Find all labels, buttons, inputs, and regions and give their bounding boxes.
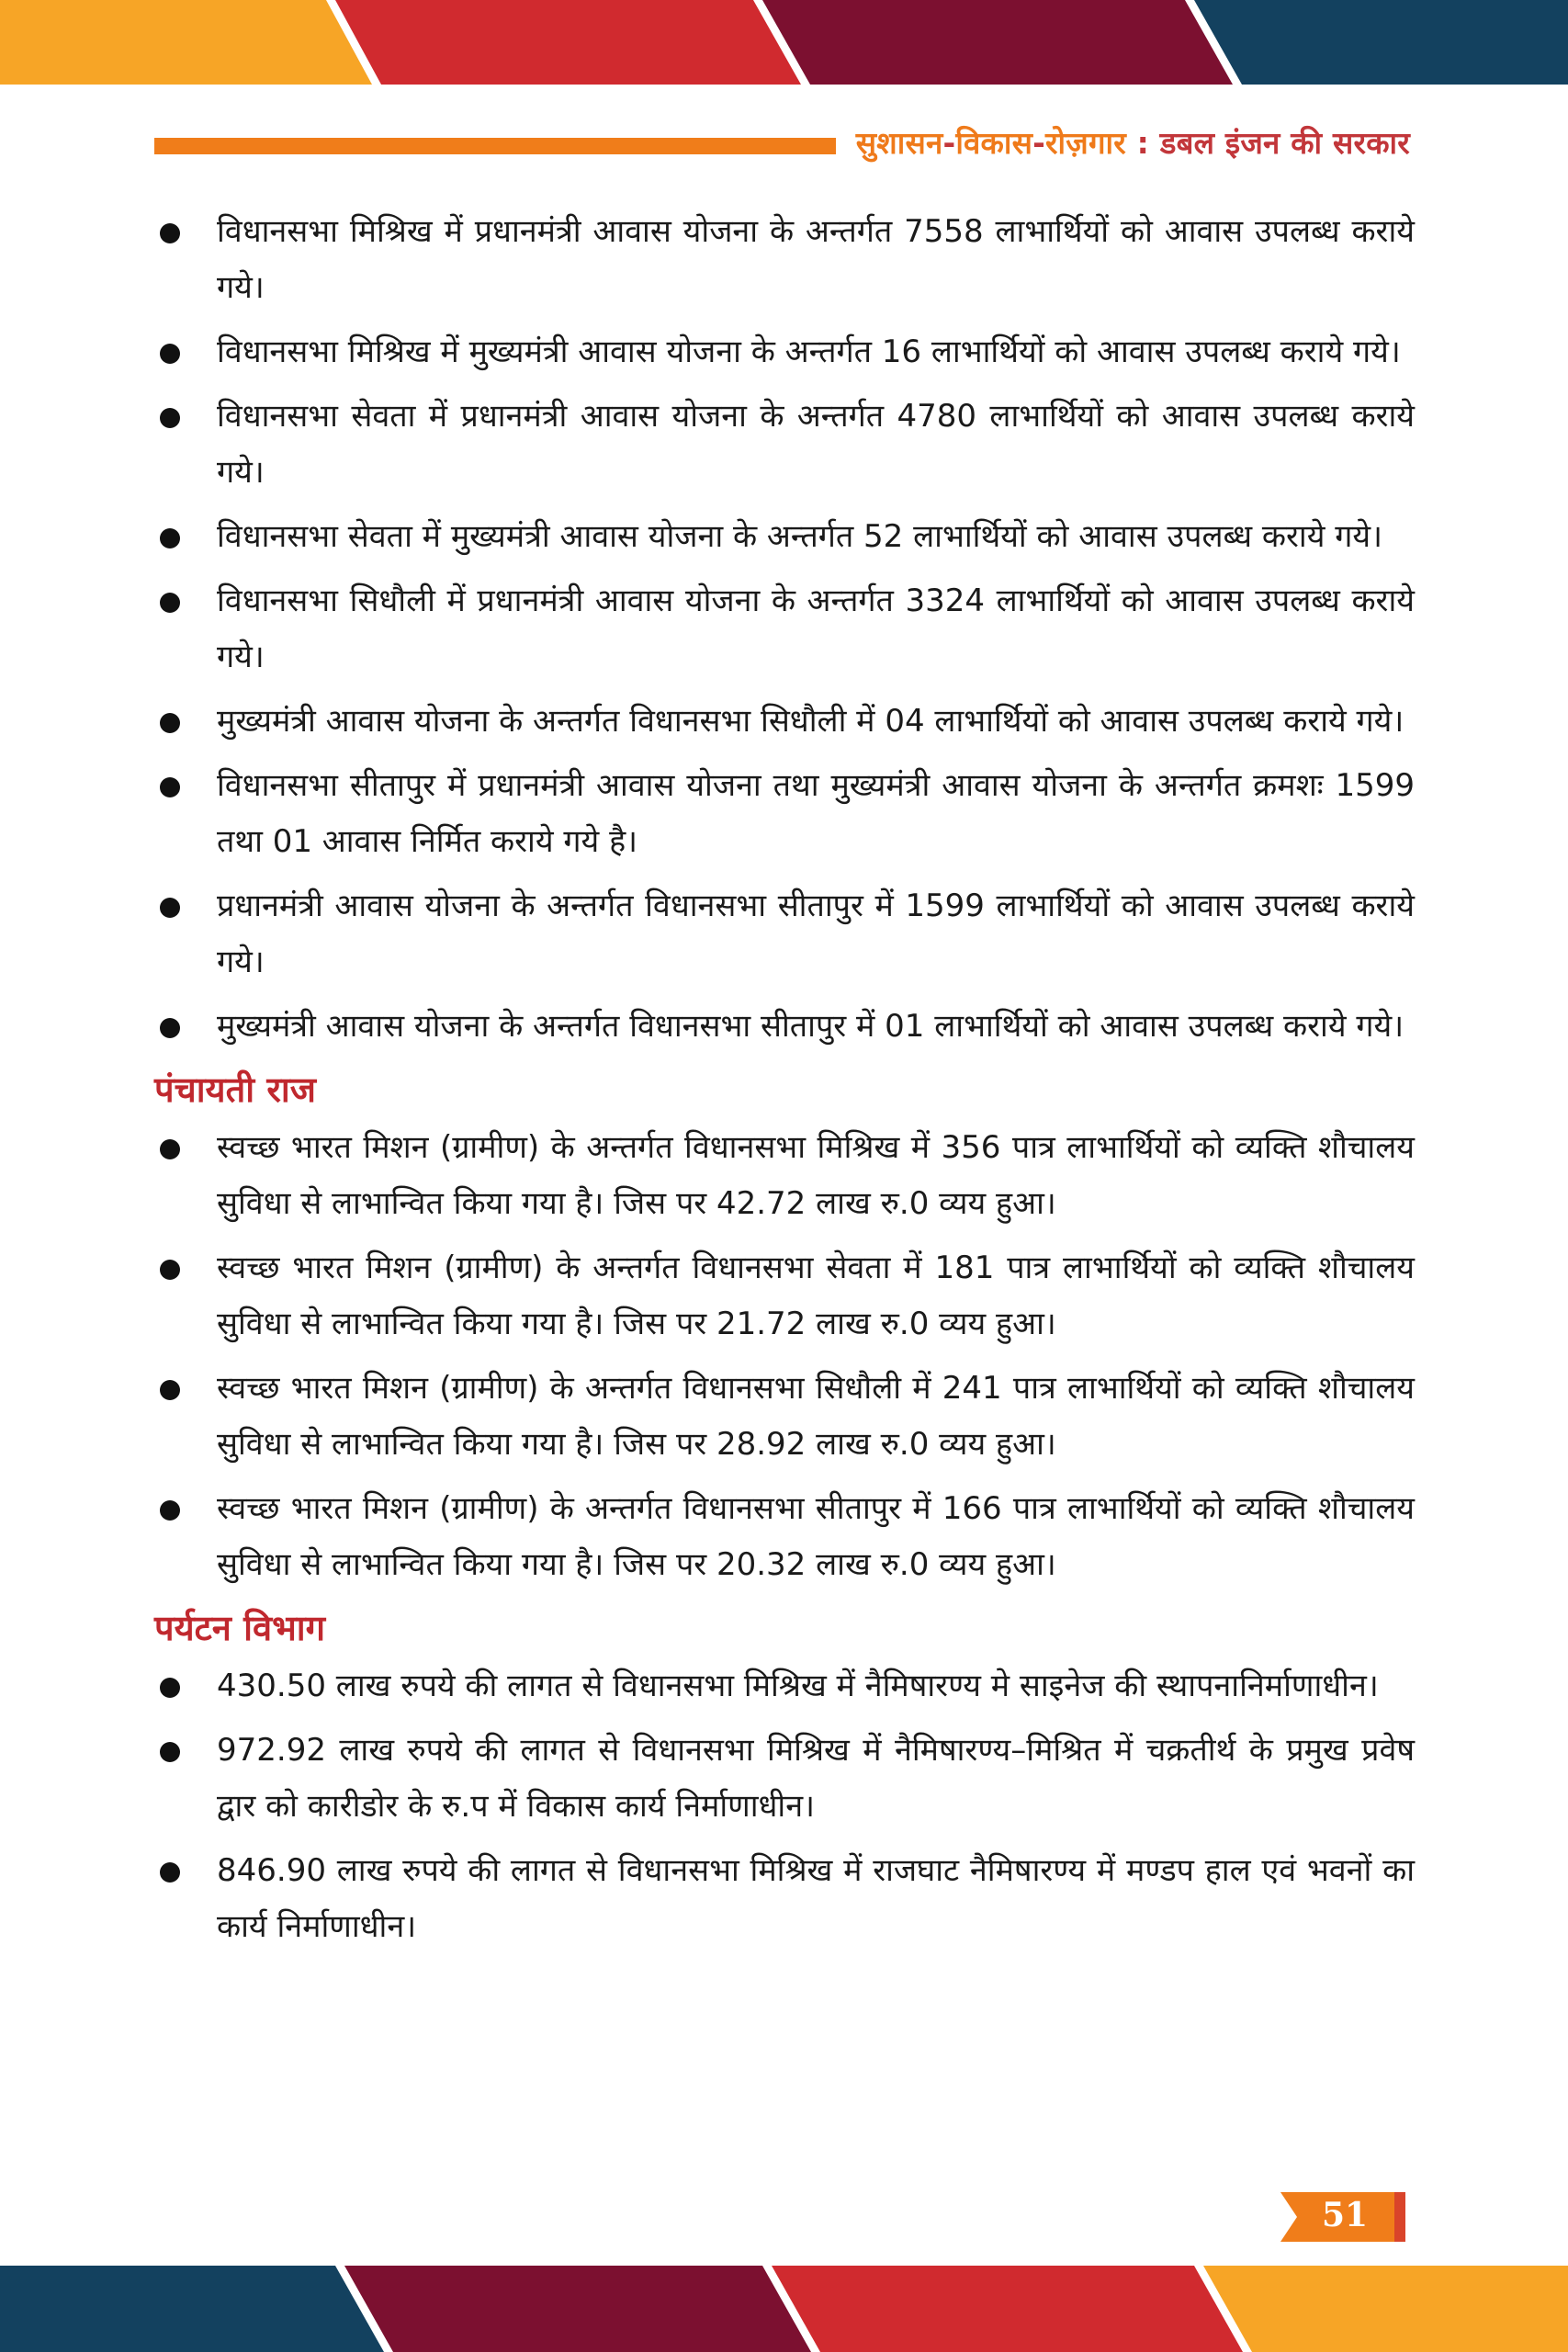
list-item [154,694,1415,750]
list-item [154,1361,1415,1473]
list-item-text: विधानसभा सिधौली में प्रधानमंत्री आवास योजना के अन्तर्गत 3324 लाभार्थियों को आवास उपलब्ध कराये गये। [217,582,1415,675]
bullet-icon [160,1380,180,1400]
top-band-maroon [762,0,1233,85]
bottom-band-navy [0,2266,384,2352]
list-item-text: विधानसभा सीतापुर में प्रधानमंत्री आवास योजना तथा मुख्यमंत्री आवास योजना के अन्तर्गत क्रमशः 1599 तथा 01 आवास निर्मित कराये गये है। [217,767,1415,860]
section-title-tourism: पर्यटन विभाग [154,1608,326,1648]
top-band-red [335,0,801,85]
list-item-text: मुख्यमंत्री आवास योजना के अन्तर्गत विधानसभा सिधौली में 04 लाभार्थियों को आवास उपलब्ध कराये गये। [217,703,1404,740]
bullet-icon [160,1862,180,1883]
list-item [154,1481,1415,1593]
top-band-orange [0,0,372,85]
header-title-part2: विकास [955,125,1033,161]
list-item [154,1240,1415,1352]
top-band-navy [1194,0,1568,85]
list-item [154,389,1415,501]
bottom-band-red [772,2266,1243,2352]
header-title-part1: सुशासन [855,125,943,161]
list-item [154,509,1415,565]
bullet-icon [160,1260,180,1280]
bullet-icon [160,898,180,918]
top-color-band [0,0,1568,85]
bullet-icon [160,1678,180,1698]
bottom-band-maroon [344,2266,811,2352]
list-item-text: स्वच्छ भारत मिशन (ग्रामीण) के अन्तर्गत विधानसभा सीतापुर में 166 पात्र लाभार्थियों को व्यक्ति शौचालय सुविधा से लाभान्वित किया गया है। जिस पर 20.32 लाख रु.0 व्यय हुआ। [217,1490,1415,1583]
list-item [154,999,1415,1055]
bullet-icon [160,1018,180,1038]
bullet-icon [160,713,180,733]
list-item-text: विधानसभा मिश्रिख में मुख्यमंत्री आवास योजना के अन्तर्गत 16 लाभार्थियों को आवास उपलब्ध कराये गये। [217,334,1401,370]
list-item [154,573,1415,685]
header-title-sep1: - [942,125,956,161]
bullet-icon [160,1500,180,1521]
list-item-text: 972.92 लाख रुपये की लागत से विधानसभा मिश्रिख में नैमिषारण्य–मिश्रित में चक्रतीर्थ के प्रमुख प्रवेष द्वार को कारीडोर के रु.प में विकास कार्य निर्माणाधीन। [217,1732,1415,1825]
page-number-accent [1394,2192,1405,2242]
list-item-text: विधानसभा मिश्रिख में प्रधानमंत्री आवास योजना के अन्तर्गत 7558 लाभार्थियों को आवास उपलब्ध कराये गये। [217,213,1415,306]
list-item [154,878,1415,990]
list-item [154,1843,1415,1955]
bullet-icon [160,1139,180,1159]
list-item [154,758,1415,870]
list-item-text: स्वच्छ भारत मिशन (ग्रामीण) के अन्तर्गत विधानसभा सेवता में 181 पात्र लाभार्थियों को व्यक्ति शौचालय सुविधा से लाभान्वित किया गया है। जिस पर 21.72 लाख रु.0 व्यय हुआ। [217,1250,1415,1342]
list-item-text: स्वच्छ भारत मिशन (ग्रामीण) के अन्तर्गत विधानसभा सिधौली में 241 पात्र लाभार्थियों को व्यक्ति शौचालय सुविधा से लाभान्वित किया गया है। जिस पर 28.92 लाख रु.0 व्यय हुआ। [217,1370,1415,1463]
bullet-icon [160,528,180,548]
list-item [154,1658,1415,1714]
bullet-icon [160,344,180,364]
header-title [856,121,1410,163]
header-rule [154,138,836,154]
bottom-band-orange [1203,2266,1568,2352]
list-item-text: स्वच्छ भारत मिशन (ग्रामीण) के अन्तर्गत विधानसभा मिश्रिख में 356 पात्र लाभार्थियों को व्यक्ति शौचालय सुविधा से लाभान्वित किया गया है। जिस पर 42.72 लाख रु.0 व्यय हुआ। [217,1129,1415,1222]
list-item-text: 430.50 लाख रुपये की लागत से विधानसभा मिश्रिख में नैमिषारण्य मे साइनेज की स्थापनानिर्माणाधीन। [217,1668,1379,1704]
list-item-text: मुख्यमंत्री आवास योजना के अन्तर्गत विधानसभा सीतापुर में 01 लाभार्थियों को आवास उपलब्ध कराये गये। [217,1008,1404,1045]
bullet-icon [160,223,180,243]
page-content [154,204,1415,1963]
list-item [154,324,1415,380]
header-title-part4: : डबल इंजन की सरकार [1125,125,1410,161]
list-item-text: 846.90 लाख रुपये की लागत से विधानसभा मिश्रिख में राजघाट नैमिषारण्य में मण्डप हाल एवं भवनों का कार्य निर्माणाधीन। [217,1852,1415,1945]
page-number: 51 [1321,2196,1369,2234]
bullet-icon [160,1742,180,1762]
list-item-text: विधानसभा सेवता में प्रधानमंत्री आवास योजना के अन्तर्गत 4780 लाभार्थियों को आवास उपलब्ध कराये गये। [217,398,1415,491]
list-item-text: विधानसभा सेवता में मुख्यमंत्री आवास योजना के अन्तर्गत 52 लाभार्थियों को आवास उपलब्ध कराये गये। [217,518,1383,555]
list-item [154,204,1415,316]
bullet-icon [160,408,180,428]
list-item-text: प्रधानमंत्री आवास योजना के अन्तर्गत विधानसभा सीतापुर में 1599 लाभार्थियों को आवास उपलब्ध कराये गये। [217,888,1415,980]
bullet-icon [160,593,180,613]
header-title-part3: रोज़गार [1045,125,1126,161]
header-title-sep2: - [1032,125,1046,161]
bottom-color-band [0,2266,1568,2352]
section-title-panchayati-raj: पंचायती राज [154,1069,316,1110]
list-item [154,1120,1415,1232]
page-number-tab [1280,2192,1409,2242]
list-item [154,1723,1415,1835]
bullet-icon [160,777,180,797]
